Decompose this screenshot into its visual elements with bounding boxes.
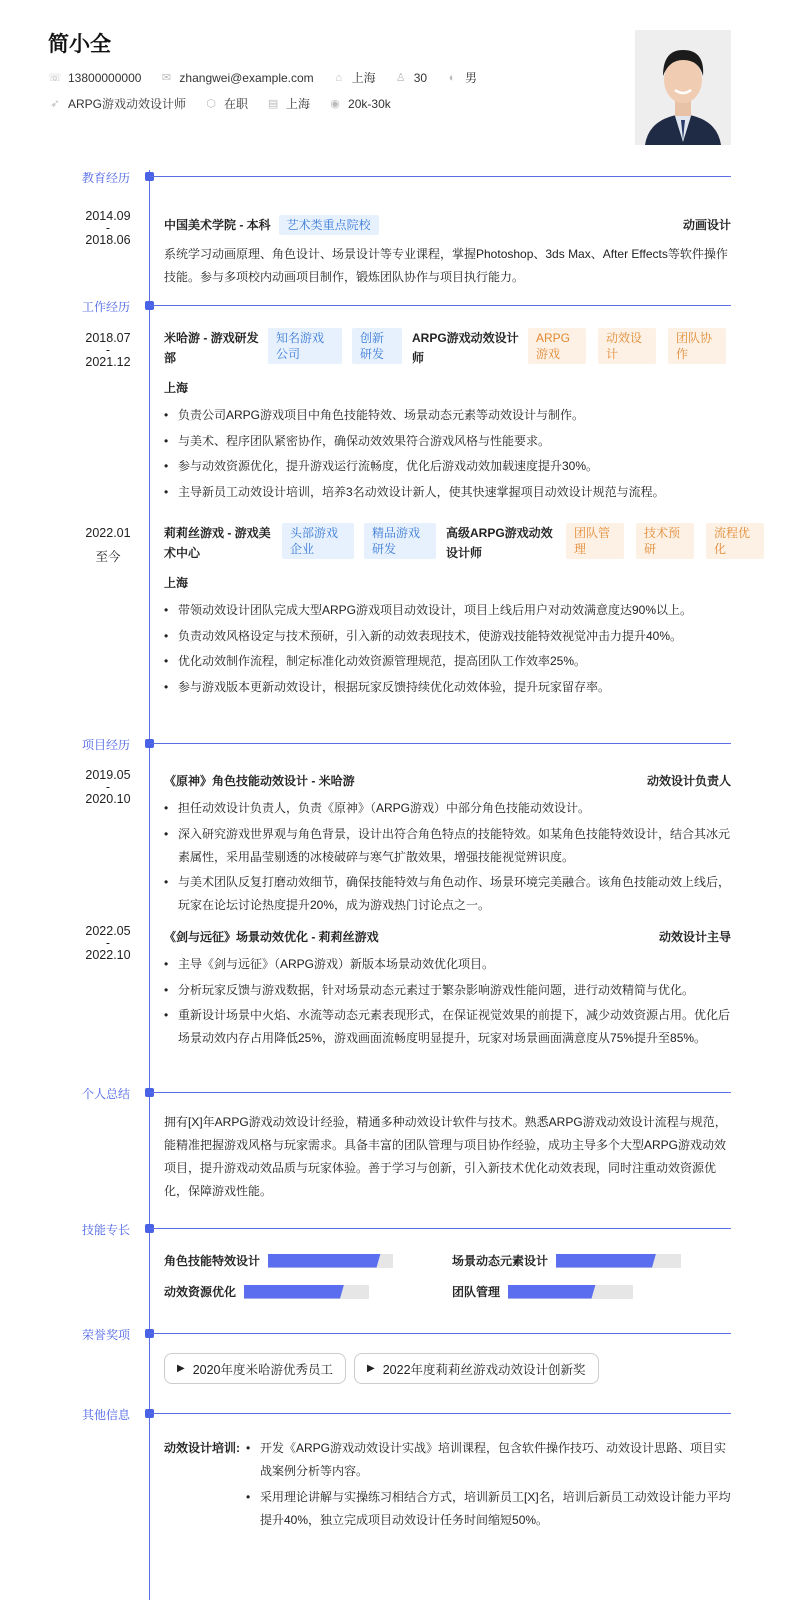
work-location: 上海: [164, 381, 189, 395]
summary-entry: [0, 1111, 731, 1203]
bullet-item: • 与美术、程序团队紧密协作，确保动效效果符合游戏风格与性能要求。: [164, 430, 731, 453]
education-section: [0, 171, 794, 289]
project-entry: [0, 768, 731, 920]
section-title: 教育经历: [82, 171, 131, 185]
education-entry: [0, 209, 731, 289]
honor-item[interactable]: [354, 1353, 599, 1384]
skill-bar: [268, 1254, 393, 1268]
end-date: 至今: [95, 550, 121, 564]
other-info-section: [0, 1408, 794, 1534]
date-separator: -: [105, 343, 111, 357]
company-name: 米哈游 - 游戏研发部: [164, 331, 259, 365]
section-header: [0, 1223, 794, 1240]
candidate-name: 简小全: [48, 33, 111, 56]
end-date: 2020.10: [85, 792, 131, 806]
section-divider: [150, 743, 731, 744]
honor-item[interactable]: [164, 1353, 346, 1384]
honor-list: [164, 1353, 731, 1384]
bullet-item: • 采用理论讲解与实操练习相结合方式，培训新员工[X]名，培训后新员工动效设计能力平均提升40%，独立完成项目动效设计任务时间缩短50%。: [246, 1486, 731, 1532]
job-title: 高级ARPG游戏动效设计师: [446, 526, 553, 560]
end-date: 2018.06: [85, 233, 131, 247]
date-separator: -: [105, 221, 111, 235]
bullet-item: • 深入研究游戏世界观与角色背景，设计出符合角色特点的技能特效。如某角色技能特效设计，结合其冰元素属性，采用晶莹剔透的冰棱破碎与寒气扩散效果，增强技能视觉辨识度。: [164, 823, 731, 869]
section-header: [0, 171, 794, 188]
entry-header: [164, 523, 751, 563]
summary-text: 拥有[X]年ARPG游戏动效设计经验，精通多种动效设计软件与技术。熟悉ARPG游戏动效设计流程与规范，能精准把握游戏风格与玩家需求。具备丰富的团队管理与项目协作经验，成功主导多个大型ARPG游戏动效项目，提升游戏动效品质与玩家体验。善于学习与创新，引入新技术优化动效表现，同时注重动效资源优化，保障游戏性能。: [164, 1115, 727, 1198]
project-role: 动效设计主导: [658, 930, 731, 944]
bullet-list: [164, 404, 731, 504]
contacts-text: 30: [413, 70, 428, 85]
role-tag: 团队协作: [668, 328, 726, 364]
bullet-list: [164, 953, 731, 1050]
company-tag: 知名游戏公司: [268, 328, 342, 364]
honor-label: 2022年度莉莉丝游戏动效设计创新奖: [382, 1362, 586, 1377]
role-tag: 技术预研: [636, 523, 694, 559]
date-separator: -: [105, 780, 111, 794]
project-role: 动效设计负责人: [646, 774, 731, 788]
company-tag: 头部游戏企业: [282, 523, 354, 559]
section-header: [0, 300, 794, 317]
intent-text: ARPG游戏动效设计师: [68, 97, 187, 111]
section-title: 荣誉奖项: [82, 1328, 131, 1342]
section-divider: [150, 1413, 731, 1414]
date-separator: -: [105, 936, 111, 950]
role-tag: 团队管理: [566, 523, 624, 559]
triangle-right-icon: ▶: [367, 1363, 375, 1374]
date-range: [78, 332, 138, 368]
start-date: 2014.09: [85, 209, 131, 223]
bullet-item: • 参与游戏版本更新动效设计，根据玩家反馈持续优化动效体验，提升玩家留存率。: [164, 676, 731, 699]
date-range: [78, 925, 138, 961]
skill-bar: [244, 1285, 369, 1299]
skill-bar-fill: [508, 1285, 596, 1299]
skill-bar-fill: [556, 1254, 656, 1268]
section-header: [0, 738, 794, 755]
entry-header: [164, 927, 731, 947]
building-icon: ▤: [267, 98, 279, 110]
status-icon: ⬡: [206, 98, 216, 110]
bullet-item: • 重新设计场景中火焰、水流等动态元素表现形式，在保证视觉效果的前提下，减少动效资源占用。优化后场景动效内存占用降低25%，游戏画面流畅度明显提升，玩家对场景画面满意度从75%提升至85%。: [164, 1004, 731, 1050]
bullet-item: • 担任动效设计负责人，负责《原神》（ARPG游戏）中部分角色技能动效设计。: [164, 797, 731, 820]
project-name: 《原神》角色技能动效设计 - 米哈游: [164, 774, 355, 788]
bullet-list: [246, 1437, 731, 1534]
phone-icon: ☏: [48, 72, 62, 84]
other-label: 动效设计培训:: [164, 1441, 240, 1455]
job-intent-row: [48, 95, 403, 112]
intent-text: 20k-30k: [348, 96, 391, 111]
skills-grid: [164, 1252, 731, 1300]
major: 动画设计: [682, 218, 731, 232]
start-date: 2022.01: [85, 526, 131, 540]
skill-item: [164, 1283, 452, 1300]
skill-item: [164, 1252, 452, 1269]
skill-name: 角色技能特效设计: [164, 1254, 261, 1268]
bullet-item: • 参与动效资源优化，提升游戏运行流畅度，优化后游戏动效加载速度提升30%。: [164, 455, 731, 478]
project-name: 《剑与远征》场景动效优化 - 莉莉丝游戏: [164, 930, 379, 944]
company-tag: 创新研发: [352, 328, 402, 364]
project-entry: [0, 924, 731, 1053]
entry-header: [164, 771, 731, 791]
other-item: [164, 1437, 731, 1534]
bullet-item: • 负责动效风格设定与技术预研，引入新的动效表现技术，使游戏技能特效视觉冲击力提升40%。: [164, 625, 731, 648]
skills-entry: [0, 1252, 731, 1300]
section-divider: [150, 176, 731, 177]
date-range: [78, 769, 138, 805]
honors-entry: [0, 1353, 731, 1384]
bullet-item: • 带领动效设计团队完成大型ARPG游戏项目动效设计，项目上线后用户对动效满意度达90%以上。: [164, 599, 731, 622]
section-title: 个人总结: [82, 1087, 131, 1101]
school-tag: 艺术类重点院校: [279, 215, 379, 235]
age-icon: ♙: [395, 72, 406, 84]
profile-photo: [635, 30, 731, 145]
skill-item: [452, 1283, 732, 1300]
work-entry: [0, 328, 731, 506]
bullet-item: • 负责公司ARPG游戏项目中角色技能特效、场景动态元素等动效设计与制作。: [164, 404, 731, 427]
end-date: 2022.10: [85, 948, 131, 962]
gender-icon: ◐: [448, 71, 456, 84]
entry-header: [164, 328, 731, 368]
section-divider: [150, 1092, 731, 1093]
section-title: 项目经历: [82, 738, 131, 752]
salary-icon: ◉: [330, 98, 340, 110]
contact-row: [48, 69, 489, 86]
bullet-item: • 开发《ARPG游戏动效设计实战》培训课程，包含软件操作技巧、动效设计思路、项目实战案例分析等内容。: [246, 1437, 731, 1483]
section-header: [0, 1087, 794, 1104]
company-name: 莉莉丝游戏 - 游戏美术中心: [164, 526, 271, 560]
entry-header: [164, 215, 731, 235]
section-divider: [150, 305, 731, 306]
summary-section: [0, 1087, 794, 1203]
end-date: 2021.12: [85, 355, 131, 369]
contacts-text: 13800000000: [68, 70, 142, 85]
intent-text: 上海: [286, 97, 311, 111]
bullet-item: • 主导新员工动效设计培训，培养3名动效设计新人，使其快速掌握项目动效设计规范与流程。: [164, 481, 731, 504]
section-title: 技能专长: [82, 1223, 131, 1237]
role-tag: ARPG游戏: [528, 328, 586, 364]
contacts-text: 男: [465, 71, 478, 85]
work-entry: [0, 523, 751, 701]
skills-section: [0, 1223, 794, 1300]
bullet-item: • 优化动效制作流程，制定标准化动效资源管理规范，提高团队工作效率25%。: [164, 650, 731, 673]
skill-name: 场景动态元素设计: [452, 1254, 549, 1268]
skill-item: [452, 1252, 732, 1269]
education-description: 系统学习动画原理、角色设计、场景设计等专业课程，掌握Photoshop、3ds Max、After Effects等软件操作技能。参与多项校内动画项目制作，锻炼团队协作与项目执行能力。: [164, 247, 728, 284]
bullet-item: • 分析玩家反馈与游戏数据，针对场景动态元素过于繁杂影响游戏性能问题，进行动效精简与优化。: [164, 979, 731, 1002]
projects-section: [0, 738, 794, 1045]
section-title: 工作经历: [82, 300, 131, 314]
role-tag: 动效设计: [598, 328, 656, 364]
skill-name: 团队管理: [452, 1285, 501, 1299]
work-location: 上海: [164, 576, 189, 590]
contacts-text: zhangwei@example.com: [179, 70, 314, 85]
date-range: [78, 210, 138, 246]
section-header: [0, 1328, 794, 1345]
bullet-list: [164, 599, 731, 699]
other-entry: [0, 1437, 731, 1534]
skill-name: 动效资源优化: [164, 1285, 237, 1299]
role-tag: 流程优化: [706, 523, 764, 559]
intent-text: 在职: [224, 97, 249, 111]
work-section: [0, 300, 794, 694]
honor-label: 2020年度米哈游优秀员工: [192, 1362, 334, 1377]
date-range: [78, 527, 138, 563]
bullet-item: • 与美术团队反复打磨动效细节，确保技能特效与角色动作、场景环境完美融合。该角色技能动效上线后，玩家在论坛讨论热度提升20%，成为游戏热门讨论点之一。: [164, 871, 731, 917]
honors-section: [0, 1328, 794, 1384]
section-divider: [150, 1333, 731, 1334]
home-icon: ⌂: [335, 71, 342, 84]
start-date: 2022.05: [85, 924, 131, 938]
skill-bar-fill: [244, 1285, 344, 1299]
skill-bar-fill: [268, 1254, 381, 1268]
bullet-item: • 主导《剑与远征》（ARPG游戏）新版本场景动效优化项目。: [164, 953, 731, 976]
skill-bar: [556, 1254, 681, 1268]
send-icon: ➶: [50, 98, 60, 110]
company-tag: 精品游戏研发: [364, 523, 436, 559]
start-date: 2019.05: [85, 768, 131, 782]
section-divider: [150, 1228, 731, 1229]
triangle-right-icon: ▶: [177, 1363, 185, 1374]
start-date: 2018.07: [85, 331, 131, 345]
mail-icon: ✉: [161, 72, 172, 84]
school-name: 中国美术学院 - 本科: [164, 218, 271, 232]
contacts-text: 上海: [351, 71, 376, 85]
skill-bar: [508, 1285, 633, 1299]
section-title: 其他信息: [82, 1408, 131, 1422]
bullet-list: [164, 797, 731, 917]
job-title: ARPG游戏动效设计师: [412, 331, 519, 365]
section-header: [0, 1408, 794, 1425]
